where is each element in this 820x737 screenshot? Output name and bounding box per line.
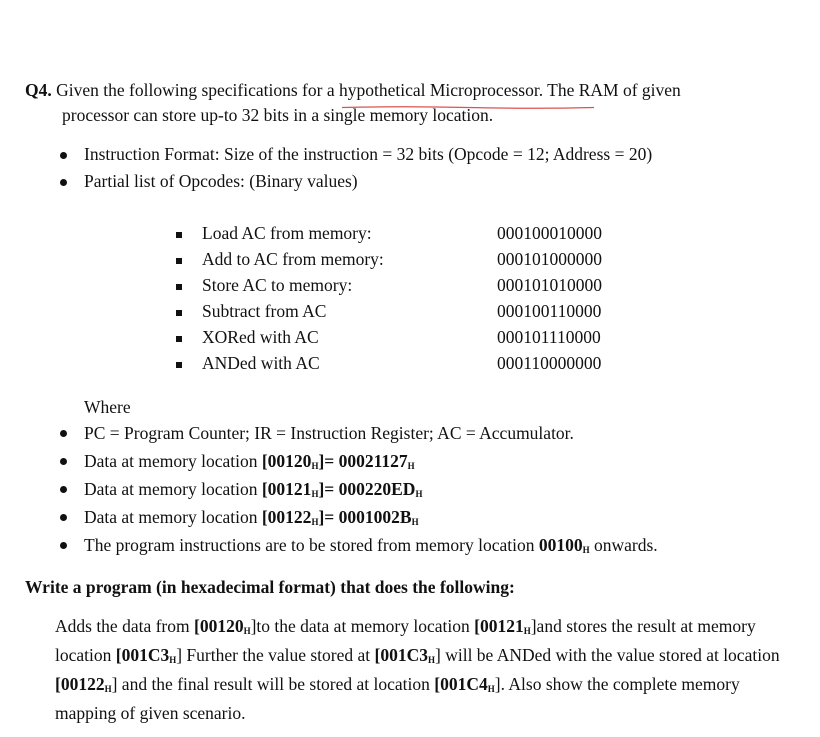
opcode-code: 000101110000 — [497, 327, 601, 347]
task-text: Adds the data from — [55, 616, 194, 636]
hex-suffix: H — [311, 461, 319, 471]
program-note-address: 00100 — [538, 535, 583, 555]
hex-suffix: H — [415, 489, 423, 499]
square-bullet-icon — [176, 362, 182, 368]
opcode-name: Store AC to memory: — [202, 275, 353, 295]
bullet-icon — [60, 486, 67, 493]
square-bullet-icon — [176, 284, 182, 290]
task-text: ] will be ANDed with the value stored at location — [435, 645, 780, 665]
task-address: [00120 — [194, 616, 244, 636]
question-label: Q4. — [25, 80, 52, 100]
memory-data-00120 — [84, 451, 415, 472]
hex-suffix: H — [169, 655, 177, 665]
task-heading: Write a program (in hexadecimal format) that does the following: — [25, 577, 515, 597]
memory-prefix: Data at memory location — [84, 507, 262, 527]
bullet-icon — [60, 514, 67, 521]
opcode-name: Load AC from memory: — [202, 223, 372, 243]
bullet-icon — [60, 179, 67, 186]
task-text: ]and stores the result at memory location — [55, 616, 756, 665]
question-line-1 — [25, 80, 681, 101]
memory-address: [00120 — [261, 451, 312, 471]
square-bullet-icon — [176, 310, 182, 316]
question-text-1: Given the following specifications for a hypothetical Microprocessor. The RAM of given — [56, 80, 681, 100]
task-text: ]. Also show the complete memory mapping of given scenario. — [55, 674, 740, 723]
opcode-code: 000110000000 — [497, 353, 602, 373]
bullet-icon — [60, 542, 67, 549]
task-address: [00121 — [474, 616, 524, 636]
memory-data-00122 — [84, 507, 419, 528]
memory-data-00121 — [84, 479, 422, 500]
memory-value: ]= 0001002B — [318, 507, 412, 527]
memory-address: [00122 — [261, 507, 312, 527]
opcode-name: Add to AC from memory: — [202, 249, 384, 269]
opcode-code: 000101000000 — [497, 249, 602, 269]
hex-suffix: H — [427, 655, 435, 665]
opcode-name: ANDed with AC — [202, 353, 320, 373]
hex-suffix: H — [487, 684, 495, 694]
memory-value: ]= 00021127 — [318, 451, 408, 471]
hex-suffix: H — [582, 545, 590, 555]
memory-address: [00121 — [261, 479, 312, 499]
hex-suffix: H — [407, 461, 415, 471]
memory-prefix: Data at memory location — [84, 479, 262, 499]
bullet-icon — [60, 430, 67, 437]
square-bullet-icon — [176, 258, 182, 264]
task-text: ] Further the value stored at — [176, 645, 375, 665]
task-paragraph — [55, 614, 800, 725]
task-address: [001C3 — [374, 645, 428, 665]
task-address: [001C4 — [434, 674, 488, 694]
opcode-code: 000100010000 — [497, 223, 602, 243]
spec-opcode-list: Partial list of Opcodes: (Binary values) — [84, 171, 358, 191]
opcode-code: 000100110000 — [497, 301, 602, 321]
program-start-note — [84, 535, 658, 556]
question-line-2: processor can store up-to 32 bits in a single memory location. — [62, 105, 494, 125]
where-label: Where — [84, 397, 131, 417]
opcode-name: XORed with AC — [202, 327, 319, 347]
opcode-name: Subtract from AC — [202, 301, 327, 321]
hex-suffix: H — [243, 626, 251, 636]
definitions: PC = Program Counter; IR = Instruction Register; AC = Accumulator. — [84, 423, 574, 443]
hex-suffix: H — [311, 517, 319, 527]
spec-instruction-format: Instruction Format: Size of the instruction = 32 bits (Opcode = 12; Address = 20) — [84, 144, 653, 164]
bullet-icon — [60, 458, 67, 465]
task-address: [00122 — [55, 674, 105, 694]
hex-suffix: H — [311, 489, 319, 499]
program-note-suffix: onwards. — [589, 535, 658, 555]
memory-prefix: Data at memory location — [84, 451, 262, 471]
hex-suffix: H — [523, 626, 531, 636]
opcode-code: 000101010000 — [497, 275, 602, 295]
program-note-prefix: The program instructions are to be stored from memory location — [84, 535, 539, 555]
bullet-icon — [60, 152, 67, 159]
square-bullet-icon — [176, 336, 182, 342]
memory-value: ]= 000220ED — [318, 479, 416, 499]
hex-suffix: H — [411, 517, 419, 527]
square-bullet-icon — [176, 232, 182, 238]
hex-suffix: H — [104, 684, 112, 694]
task-address: [001C3 — [115, 645, 170, 665]
task-text: ]to the data at memory location — [250, 616, 475, 636]
red-squiggle-underline — [342, 106, 594, 109]
task-text: ] and the final result will be stored at location — [111, 674, 435, 694]
